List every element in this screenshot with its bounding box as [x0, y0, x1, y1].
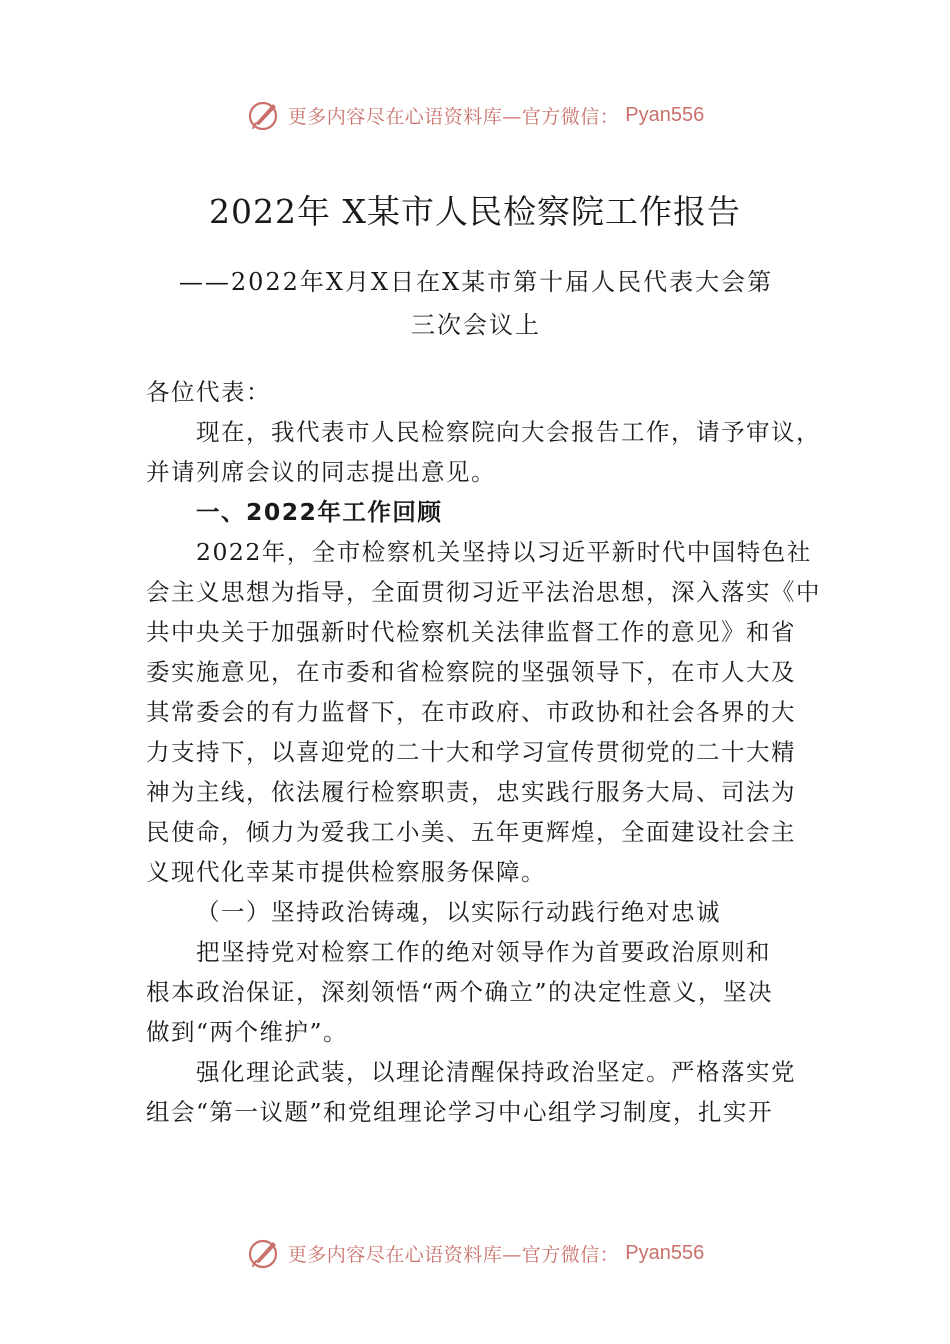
quill-logo-icon: [246, 97, 282, 133]
paragraph-line: 神为主线，依法履行检察职责，忠实践行服务大局、司法为: [146, 778, 796, 806]
paragraph-line: 把坚持党对检察工作的绝对领导作为首要政治原则和: [196, 938, 771, 966]
watermark-text: 更多内容尽在心语资料库—官方微信：: [287, 105, 620, 128]
paragraph-line: 其常委会的有力监督下，在市政府、市政协和社会各界的大: [146, 698, 796, 726]
paragraph-line: 共中央关于加强新时代检察机关法律监督工作的意见》和省: [146, 618, 796, 646]
watermark-footer: [0, 1233, 950, 1273]
paragraph-line: 根本政治保证，深刻领悟“两个确立”的决定性意义，坚决: [146, 978, 774, 1006]
paragraph-line: 力支持下，以喜迎党的二十大和学习宣传贯彻党的二十大精: [146, 738, 796, 766]
paragraph-line: 委实施意见，在市委和省检察院的坚强领导下，在市人大及: [146, 658, 796, 686]
paragraph-line: 组会“第一议题”和党组理论学习中心组学习制度，扎实开: [146, 1098, 774, 1126]
paragraph-line: 强化理论武装，以理论清醒保持政治坚定。严格落实党: [196, 1058, 796, 1086]
paragraph-line: 做到“两个维护”。: [146, 1018, 349, 1046]
document-subtitle-line1: ——2022年X月X日在X某市第十届人民代表大会第: [178, 268, 774, 296]
quill-logo-icon: [246, 1235, 282, 1271]
document-title: 2022年 X某市人民检察院工作报告: [209, 192, 741, 231]
intro-line: 并请列席会议的同志提出意见。: [146, 458, 496, 486]
document-body: [146, 372, 821, 1132]
intro-line: 现在，我代表市人民检察院向大会报告工作，请予审议，: [196, 418, 821, 446]
paragraph-line: 义现代化幸某市提供检察服务保障。: [146, 858, 546, 886]
watermark-wechat-id: Pyan556: [625, 103, 705, 126]
salutation: 各位代表：: [146, 378, 271, 406]
paragraph-line: 2022年，全市检察机关坚持以习近平新时代中国特色社: [196, 538, 812, 566]
watermark-text: 更多内容尽在心语资料库—官方微信：: [287, 1243, 620, 1266]
section-heading: 一、2022年工作回顾: [196, 498, 443, 526]
watermark-header: [0, 95, 950, 135]
watermark-wechat-id: Pyan556: [625, 1241, 705, 1264]
paragraph-line: 会主义思想为指导，全面贯彻习近平法治思想，深入落实《中: [146, 578, 821, 606]
paragraph-line: 民使命，倾力为爱我工小美、五年更辉煌，全面建设社会主: [146, 818, 796, 846]
subsection-heading: （一）坚持政治铸魂，以实际行动践行绝对忠诚: [196, 898, 721, 926]
document-subtitle-line2: 三次会议上: [411, 311, 541, 339]
